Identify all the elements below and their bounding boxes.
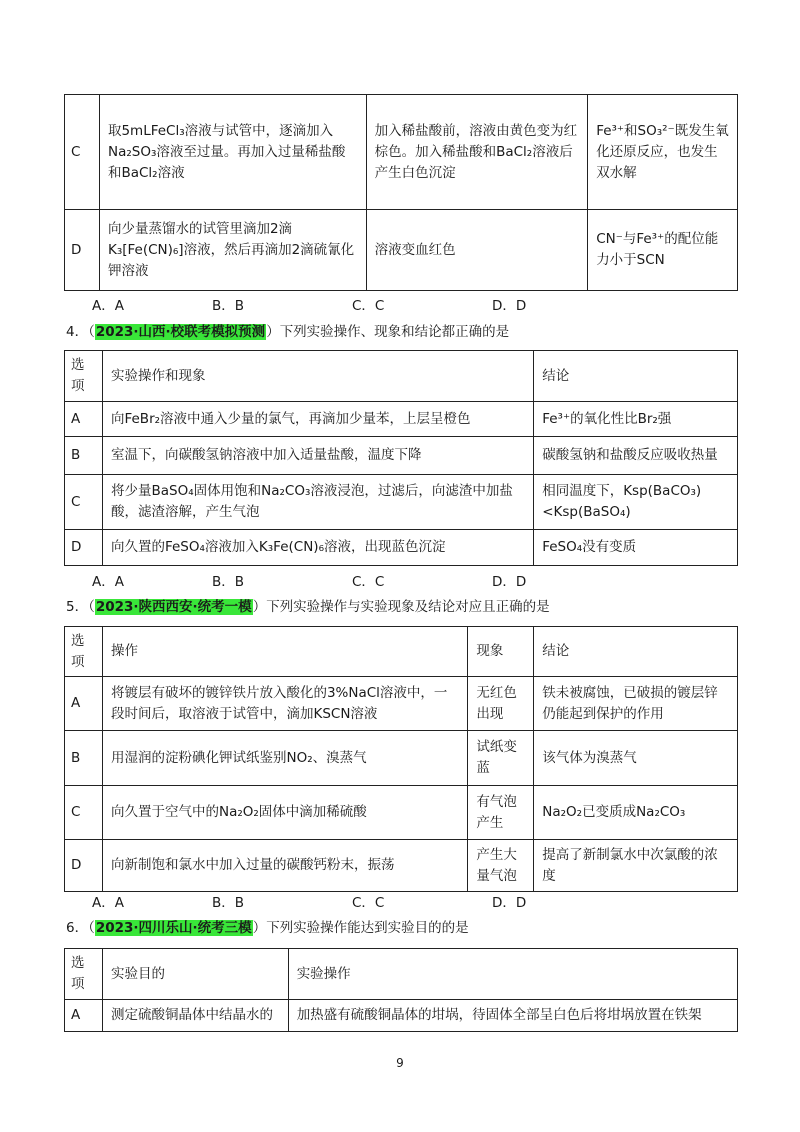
goal-cell: 测定硫酸铜晶体中结晶水的 <box>102 1000 288 1032</box>
choice-b[interactable]: B．B <box>212 298 245 314</box>
header-cell: 实验操作和现象 <box>102 351 533 402</box>
question-number: 5． <box>66 599 89 615</box>
conclusion-cell: Fe³⁺的氧化性比Br₂强 <box>534 402 738 437</box>
table-row <box>65 530 738 566</box>
table-row <box>65 402 738 437</box>
phenomenon-cell: 有气泡产生 <box>468 786 534 840</box>
choice-a[interactable]: A．A <box>92 298 124 314</box>
table-header-row <box>65 627 738 677</box>
header-cell: 选项 <box>65 351 103 402</box>
option-cell: A <box>65 402 103 437</box>
option-cell: D <box>65 530 103 566</box>
question-5-table <box>64 626 738 892</box>
option-cell: C <box>65 95 100 210</box>
option-cell: B <box>65 731 103 786</box>
question-5-heading: 5．（2023·陕西西安·统考一模）下列实验操作与实验现象及结论对应且正确的是 <box>66 599 550 615</box>
phenomenon-cell: 无红色出现 <box>468 677 534 731</box>
conclusion-cell: 提高了新制氯水中次氯酸的浓度 <box>534 840 738 892</box>
phenomenon-cell: 产生大量气泡 <box>468 840 534 892</box>
header-cell: 实验目的 <box>102 949 288 1000</box>
choice-c[interactable]: C．C <box>352 298 385 314</box>
prev-question-table <box>64 94 738 291</box>
question-number: 6． <box>66 920 89 936</box>
choice-c[interactable]: C．C <box>352 574 385 590</box>
choice-a[interactable]: A．A <box>92 895 124 911</box>
conclusion-cell: Na₂O₂已变质成Na₂CO₃ <box>534 786 738 840</box>
source-tag: 2023·四川乐山·统考三模 <box>95 920 252 936</box>
phenomenon-cell: 溶液变血红色 <box>366 210 588 291</box>
source-tag: 2023·陕西西安·统考一模 <box>95 599 252 615</box>
choice-b[interactable]: B．B <box>212 574 245 590</box>
option-cell: C <box>65 475 103 530</box>
choice-d[interactable]: D．D <box>492 574 527 590</box>
operation-cell: 向新制饱和氯水中加入过量的碳酸钙粉末，振荡 <box>102 840 467 892</box>
operation-cell: 向少量蒸馏水的试管里滴加2滴K₃[Fe(CN)₆]溶液，然后再滴加2滴硫氰化钾溶液 <box>99 210 366 291</box>
operation-cell: 向久置于空气中的Na₂O₂固体中滴加稀硫酸 <box>102 786 467 840</box>
question-6-heading: 6．（2023·四川乐山·统考三模）下列实验操作能达到实验目的的是 <box>66 920 469 936</box>
choice-b[interactable]: B．B <box>212 895 245 911</box>
header-cell: 结论 <box>534 351 738 402</box>
page-number: 9 <box>396 1056 404 1070</box>
option-cell: D <box>65 210 100 291</box>
header-cell: 结论 <box>534 627 738 677</box>
option-cell: A <box>65 1000 103 1032</box>
table-row <box>65 475 738 530</box>
table-row <box>65 210 738 291</box>
question-stem: 下列实验操作与实验现象及结论对应且正确的是 <box>266 599 550 615</box>
operation-cell: 向FeBr₂溶液中通入少量的氯气，再滴加少量苯，上层呈橙色 <box>102 402 533 437</box>
phenomenon-cell: 加入稀盐酸前，溶液由黄色变为红棕色。加入稀盐酸和BaCl₂溶液后产生白色沉淀 <box>366 95 588 210</box>
conclusion-cell: CN⁻与Fe³⁺的配位能力小于SCN <box>588 210 738 291</box>
operation-cell: 将少量BaSO₄固体用饱和Na₂CO₃溶液浸泡，过滤后，向滤渣中加盐酸，滤渣溶解，产生气泡 <box>102 475 533 530</box>
choice-c[interactable]: C．C <box>352 895 385 911</box>
choice-d[interactable]: D．D <box>492 895 527 911</box>
answer-choices <box>92 570 612 588</box>
table-row <box>65 786 738 840</box>
table-row <box>65 840 738 892</box>
question-stem: 下列实验操作能达到实验目的的是 <box>266 920 469 936</box>
conclusion-cell: 该气体为溴蒸气 <box>534 731 738 786</box>
table-row <box>65 1000 738 1032</box>
option-cell: D <box>65 840 103 892</box>
option-cell: A <box>65 677 103 731</box>
operation-cell: 将镀层有破坏的镀锌铁片放入酸化的3%NaCl溶液中，一段时间后，取溶液于试管中，滴加KSCN溶液 <box>102 677 467 731</box>
answer-choices <box>92 294 612 312</box>
header-cell: 选项 <box>65 949 103 1000</box>
operation-cell: 用湿润的淀粉碘化钾试纸鉴别NO₂、溴蒸气 <box>102 731 467 786</box>
question-stem: 下列实验操作、现象和结论都正确的是 <box>279 324 510 340</box>
conclusion-cell: 铁未被腐蚀，已破损的镀层锌仍能起到保护的作用 <box>534 677 738 731</box>
table-header-row <box>65 949 738 1000</box>
operation-cell: 向久置的FeSO₄溶液加入K₃Fe(CN)₆溶液，出现蓝色沉淀 <box>102 530 533 566</box>
source-tag: 2023·山西·校联考模拟预测 <box>95 324 266 340</box>
header-cell: 操作 <box>102 627 467 677</box>
header-cell: 选项 <box>65 627 103 677</box>
answer-choices <box>92 891 612 909</box>
conclusion-cell: Fe³⁺和SO₃²⁻既发生氧化还原反应，也发生双水解 <box>588 95 738 210</box>
table-row <box>65 677 738 731</box>
operation-cell: 室温下，向碳酸氢钠溶液中加入适量盐酸，温度下降 <box>102 437 533 475</box>
header-cell: 实验操作 <box>288 949 737 1000</box>
question-6-table <box>64 948 738 1032</box>
operation-cell: 取5mLFeCl₃溶液与试管中，逐滴加入Na₂SO₃溶液至过量。再加入过量稀盐酸和BaCl₂溶液 <box>99 95 366 210</box>
question-4-table <box>64 350 738 566</box>
conclusion-cell: 碳酸氢钠和盐酸反应吸收热量 <box>534 437 738 475</box>
table-row <box>65 95 738 210</box>
table-header-row <box>65 351 738 402</box>
choice-d[interactable]: D．D <box>492 298 527 314</box>
option-cell: C <box>65 786 103 840</box>
question-number: 4． <box>66 324 89 340</box>
conclusion-cell: FeSO₄没有变质 <box>534 530 738 566</box>
option-cell: B <box>65 437 103 475</box>
operation-cell: 加热盛有硫酸铜晶体的坩埚，待固体全部呈白色后将坩埚放置在铁架 <box>288 1000 737 1032</box>
table-row <box>65 731 738 786</box>
table-row <box>65 437 738 475</box>
question-4-heading: 4．（2023·山西·校联考模拟预测）下列实验操作、现象和结论都正确的是 <box>66 324 510 340</box>
phenomenon-cell: 试纸变蓝 <box>468 731 534 786</box>
header-cell: 现象 <box>468 627 534 677</box>
choice-a[interactable]: A．A <box>92 574 124 590</box>
conclusion-cell: 相同温度下，Ksp(BaCO₃)<Ksp(BaSO₄) <box>534 475 738 530</box>
